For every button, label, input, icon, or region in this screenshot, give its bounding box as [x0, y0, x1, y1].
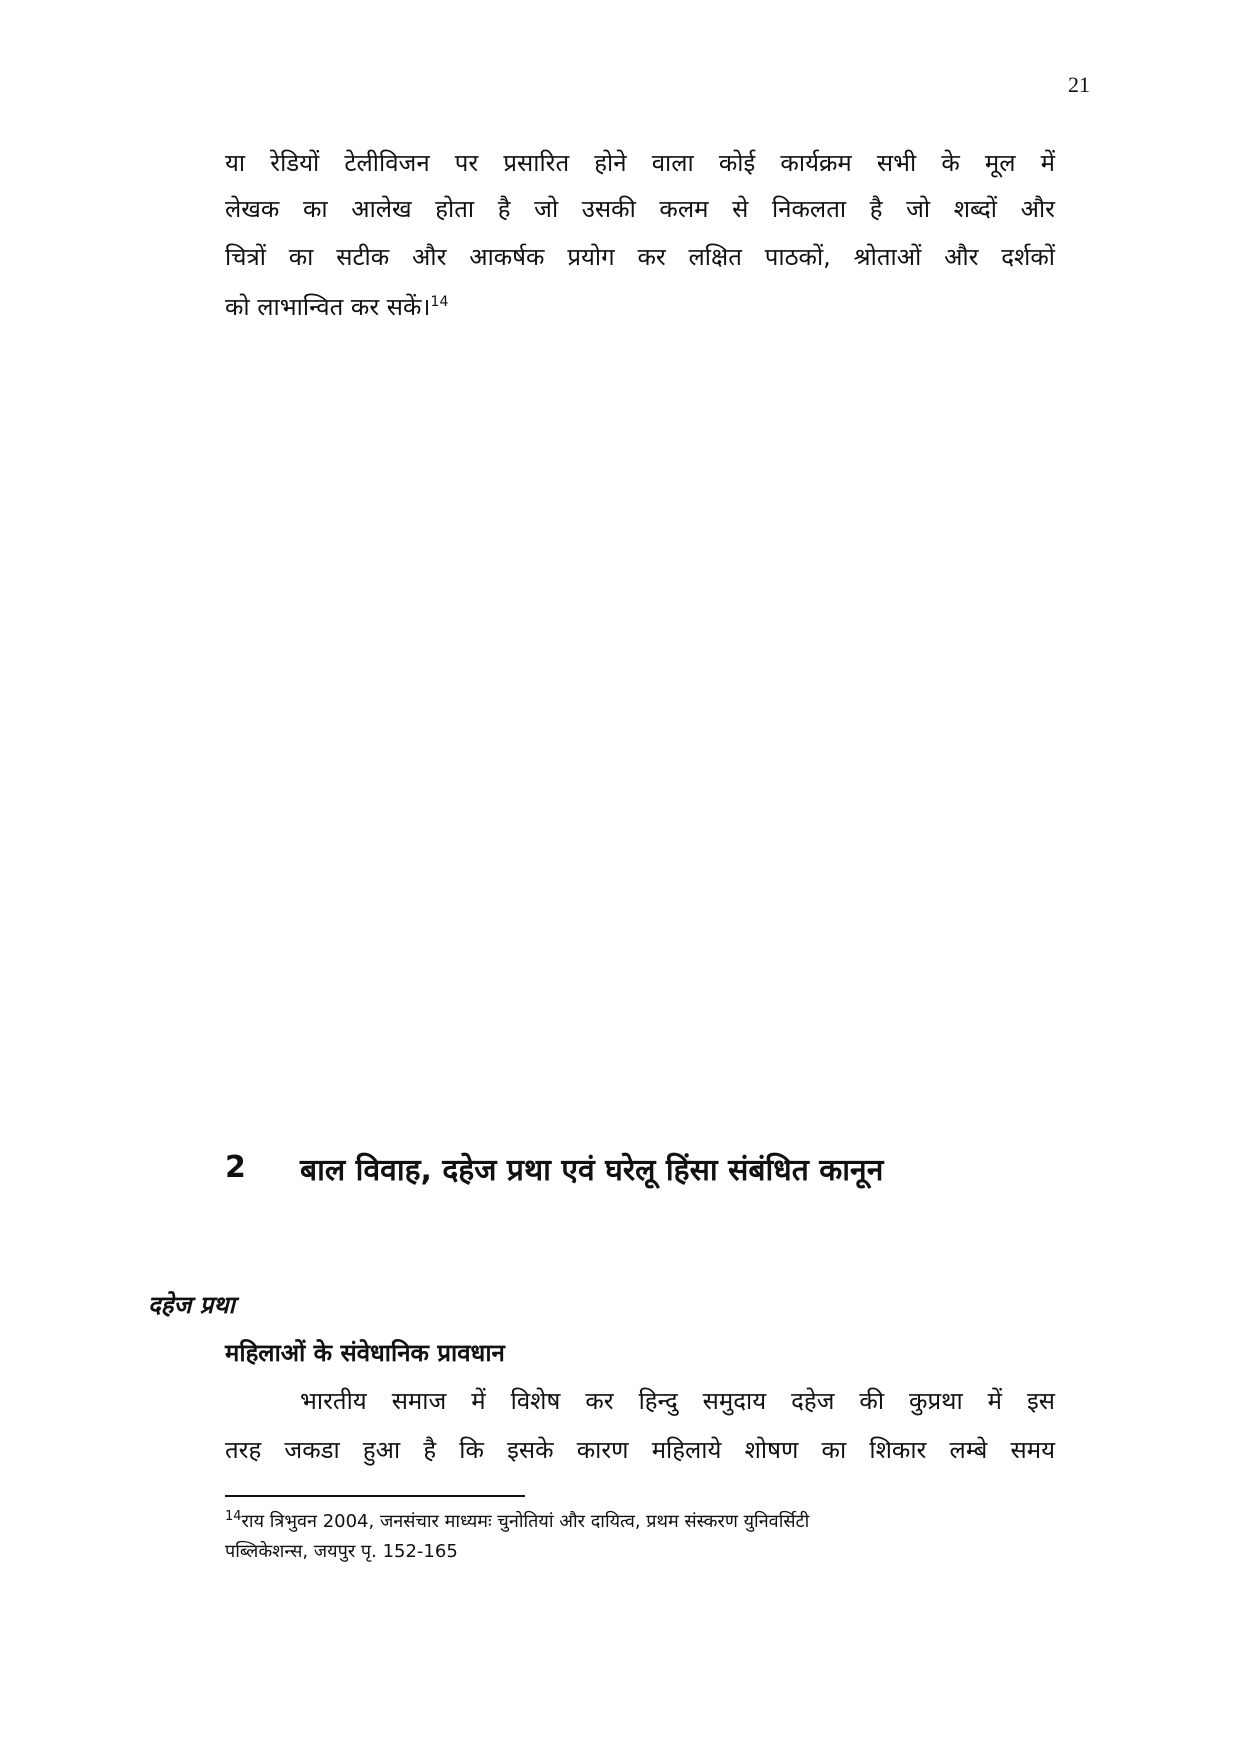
footnote-line: पब्लिकेशन्स, जयपुर पृ. 152-165 — [225, 1541, 458, 1562]
paragraph-line: या रेडियों टेलीविजन पर प्रसारित होने वाला कोई कार्यक्रम सभी के मूल में — [225, 149, 1055, 177]
chapter-title: बाल विवाह, दहेज प्रथा एवं घरेलू हिंसा संबंधित कानून — [300, 1153, 884, 1188]
paragraph-line: लेखक का आलेख होता है जो उसकी कलम से निकलता है जो शब्दों और — [225, 195, 1055, 223]
section-paragraph-line: भारतीय समाज में विशेष कर हिन्दु समुदाय दहेज की कुप्रथा में इस — [300, 1387, 1055, 1415]
footnote-line — [225, 1508, 1015, 1536]
paragraph-last-line — [225, 290, 1055, 324]
footnote-mark: 14 — [225, 1509, 242, 1524]
footnote-reference: 14 — [430, 294, 449, 310]
section-paragraph-line: तरह जकडा हुआ है कि इसके कारण महिलाये शोषण का शिकार लम्बे समय — [225, 1436, 1055, 1464]
footnote-text: राय त्रिभुवन 2004, जनसंचार माध्यमः चुनोतियां और दायित्व, प्रथम संस्करण युनिवर्सिटी — [241, 1511, 810, 1532]
section-heading: दहेज प्रथा — [148, 1291, 235, 1319]
page-number: 21 — [1068, 72, 1090, 97]
paragraph-line: चित्रों का सटीक और आकर्षक प्रयोग कर लक्षित पाठकों, श्रोताओं और दर्शकों — [225, 243, 1055, 271]
chapter-number: 2 — [225, 1150, 246, 1185]
paragraph-line-text: को लाभान्वित कर सकें। — [225, 293, 431, 321]
footnote-divider — [225, 1495, 525, 1497]
subsection-heading: महिलाओं के संवेधानिक प्रावधान — [225, 1339, 505, 1367]
